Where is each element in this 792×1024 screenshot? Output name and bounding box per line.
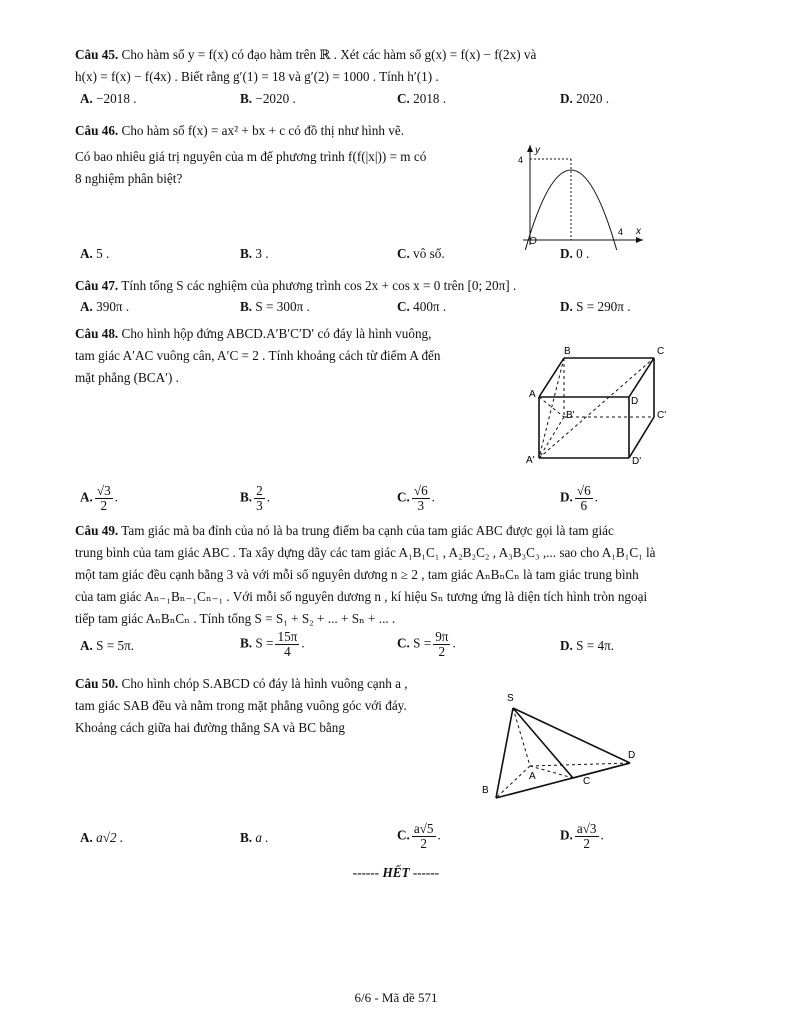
- edge-ba: [539, 358, 564, 397]
- option-numerator: 15π: [277, 629, 298, 644]
- option-denominator: 4: [284, 644, 291, 659]
- x-axis-arrow-icon: [636, 237, 643, 243]
- question-45: [75, 44, 725, 88]
- y-axis-label: y: [535, 145, 540, 156]
- edge-ad: [530, 763, 630, 766]
- question-label: Câu 46.: [75, 123, 119, 138]
- options-46: [80, 246, 720, 268]
- diag-ba1: [539, 358, 564, 458]
- option-text: S =: [255, 635, 274, 651]
- label-s: S: [507, 693, 514, 704]
- question-text: tam giác A′AC vuông cân, A′C = 2 . Tính khoảng cách từ điểm A đến: [75, 348, 441, 363]
- option-numerator: √3: [96, 483, 111, 498]
- box-figure: [522, 340, 682, 475]
- option-text: S =: [413, 635, 432, 651]
- y-axis-arrow-icon: [527, 145, 533, 152]
- option-letter: C.: [397, 91, 410, 106]
- option-numerator: 9π: [435, 629, 449, 644]
- question-text: trung bình của tam giác ABC . Ta xây dựng dãy các tam giác A₁B₁C₁ , A₂B₂C₂ , A₃B₃C₃ ,... sao cho A₁B₁C₁ là: [75, 545, 656, 560]
- option-numerator: 2: [256, 483, 263, 498]
- option-numerator: √6: [576, 483, 591, 498]
- option-denominator: 2: [438, 644, 446, 659]
- option-text: a .: [255, 830, 269, 845]
- edge-cd: [629, 358, 654, 397]
- question-text: mặt phẳng (BCA′) .: [75, 370, 179, 385]
- option-numerator: √6: [413, 483, 428, 498]
- option-letter: D.: [560, 91, 573, 106]
- x-axis-label: x: [636, 226, 641, 237]
- option-denominator: 3: [256, 498, 263, 513]
- label-d1: D': [632, 456, 642, 467]
- option-letter: B.: [240, 246, 253, 261]
- question-46: [75, 120, 505, 190]
- diag-a1c: [539, 358, 654, 458]
- options-47: [80, 299, 720, 321]
- option-letter: C.: [397, 635, 410, 651]
- question-47: [75, 275, 725, 297]
- option-letter: B.: [240, 299, 253, 314]
- label-d: D: [628, 750, 636, 761]
- question-text: Khoảng cách giữa hai đường thẳng SA và BC bằng: [75, 720, 345, 735]
- question-text: Tính tổng S các nghiệm của phương trình cos 2x + cos x = 0 trên [0; 20π] .: [121, 278, 517, 293]
- option-letter: C.: [397, 827, 410, 843]
- y-tick-label: 4: [518, 155, 524, 165]
- label-b1: B': [566, 410, 575, 421]
- question-text: Tam giác mà ba đỉnh của nó là ba trung điểm ba cạnh của tam giác ABC được gọi là tam giác: [121, 523, 614, 538]
- question-text: 8 nghiệm phân biệt?: [75, 171, 183, 186]
- options-45: [80, 91, 720, 113]
- edge-sd: [513, 708, 630, 763]
- option-letter: D.: [560, 246, 573, 261]
- question-label: Câu 48.: [75, 326, 119, 341]
- option-denominator: 6: [580, 498, 588, 513]
- option-letter: A.: [80, 638, 93, 653]
- question-text: Cho hình hộp đứng ABCD.A′B′C′D′ có đáy là hình vuông,: [121, 326, 432, 341]
- label-c: C: [583, 776, 591, 787]
- option-text: a√2 .: [96, 830, 124, 845]
- question-label: Câu 47.: [75, 278, 119, 293]
- label-c: C: [657, 346, 665, 357]
- option-letter: D.: [560, 827, 573, 843]
- question-49: [75, 520, 725, 630]
- option-text: 400π .: [413, 299, 447, 314]
- option-letter: A.: [80, 830, 93, 845]
- label-a: A: [529, 771, 536, 782]
- option-letter: C.: [397, 246, 410, 261]
- question-label: Câu 49.: [75, 523, 119, 538]
- edge-sc: [513, 708, 573, 778]
- label-d: D: [631, 396, 639, 407]
- option-letter: B.: [240, 830, 253, 845]
- question-label: Câu 50.: [75, 676, 119, 691]
- options-49: A. S = 5π. B. S = $\frac{15\pi}{4}$ . C. S = $\frac{9\pi}{2}$ . D. S = 4π.: [80, 629, 615, 659]
- edge-b1a1: [539, 417, 564, 458]
- option-text: 0 .: [576, 246, 590, 261]
- question-48: [75, 323, 515, 389]
- question-text: một tam giác đều cạnh bằng 3 và với mỗi số nguyên dương n ≥ 2 , tam giác AₙBₙCₙ là tam giác trung bình: [75, 567, 639, 582]
- option-numerator: a√5: [413, 821, 434, 836]
- option-letter: B.: [240, 489, 253, 505]
- option-text: 5 .: [96, 246, 110, 261]
- option-text: 390π .: [96, 299, 130, 314]
- option-text: vô số.: [413, 246, 445, 261]
- option-letter: B.: [240, 91, 253, 106]
- option-letter: A.: [80, 299, 93, 314]
- end-mark: ------ HẾT ------: [352, 865, 440, 880]
- edge-ac: [530, 766, 573, 778]
- question-text: tiếp tam giác AₙBₙCₙ . Tính tổng S = S₁ + S₂ + ... + Sₙ + ... .: [75, 611, 396, 626]
- option-letter: A.: [80, 91, 93, 106]
- x-tick-label: 4: [618, 227, 624, 237]
- label-a: A: [529, 389, 536, 400]
- page-number: 6/6 - Mã đề 571: [354, 990, 438, 1005]
- option-text: S = 4π.: [576, 638, 615, 653]
- question-text: của tam giác Aₙ₋₁Bₙ₋₁Cₙ₋₁ . Với mỗi số nguyên dương n , kí hiệu Sₙ tương ứng là diện tích hình tròn ngoại: [75, 589, 648, 604]
- option-text: 2020 .: [576, 91, 610, 106]
- label-b: B: [564, 346, 571, 357]
- label-c1: C': [657, 410, 667, 421]
- option-denominator: 2: [100, 498, 108, 513]
- option-text: −2018 .: [96, 91, 137, 106]
- option-denominator: 2: [583, 836, 590, 851]
- option-text: S = 300π .: [255, 299, 310, 314]
- edge-cd: [573, 763, 630, 778]
- option-text: S = 290π .: [576, 299, 631, 314]
- option-letter: A.: [80, 246, 93, 261]
- option-letter: D.: [560, 299, 573, 314]
- option-letter: D.: [560, 489, 573, 505]
- options-50: A. a√2 . B. a . C. $\frac{a√5}{2}$ . D. $\frac{a√3}{2}$ .: [80, 821, 604, 851]
- question-50: [75, 673, 495, 739]
- option-letter: B.: [240, 635, 253, 651]
- option-letter: D.: [560, 638, 573, 653]
- option-letter: C.: [397, 489, 410, 505]
- question-text: Có bao nhiêu giá trị nguyên của m để phương trình f(f(|x|)) = m có: [75, 149, 427, 164]
- question-text: h(x) = f(x) − f(4x) . Biết rằng g′(1) = 18 và g′(2) = 1000 . Tính h′(1) .: [75, 69, 439, 84]
- label-b: B: [482, 785, 489, 796]
- option-letter: A.: [80, 489, 93, 505]
- question-text: tam giác SAB đều và nằm trong mặt phẳng vuông góc với đáy.: [75, 698, 407, 713]
- parabola-graph: [508, 140, 648, 250]
- origin-label: O: [529, 236, 537, 247]
- question-text: Cho hàm số f(x) = ax² + bx + c có đồ thị như hình vẽ.: [121, 123, 405, 138]
- question-text: Cho hình chóp S.ABCD có đáy là hình vuông cạnh a ,: [121, 676, 408, 691]
- option-denominator: 3: [417, 498, 425, 513]
- label-a1: A': [526, 455, 535, 466]
- option-text: S = 5π.: [96, 638, 135, 653]
- pyramid-figure: [478, 688, 658, 803]
- edge-d1c1: [629, 417, 654, 458]
- option-letter: C.: [397, 299, 410, 314]
- question-text: Cho hàm số y = f(x) có đạo hàm trên ℝ . Xét các hàm số g(x) = f(x) − f(2x) và: [121, 47, 537, 62]
- option-text: −2020 .: [255, 91, 296, 106]
- option-text: 3 .: [255, 246, 269, 261]
- question-label: Câu 45.: [75, 47, 119, 62]
- option-text: 2018 .: [413, 91, 447, 106]
- option-numerator: a√3: [576, 821, 597, 836]
- option-denominator: 2: [420, 836, 427, 851]
- options-48: A. $\frac{√3}{2}$ . B. $\frac{2}{3}$ . C. $\frac{√6}{3}$ . D. $\frac{√6}{6}$ .: [80, 483, 598, 513]
